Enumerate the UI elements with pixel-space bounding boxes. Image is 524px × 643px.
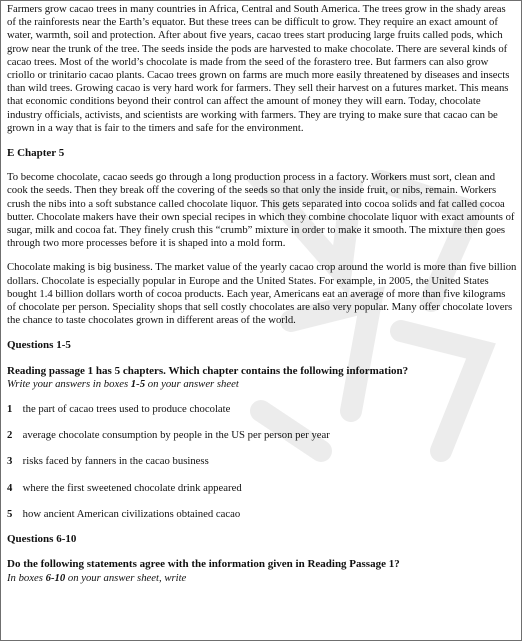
questions-1-5-write-note xyxy=(7,378,517,391)
write-note-prefix: Write your answers in boxes xyxy=(7,377,131,390)
passage-paragraph-farming: Farmers grow cacao trees in many countries in Africa, Central and South America. The trees grow in the shady areas of the rainforests near the Earth’s equator. But these trees can be difficult to grow. They require an exact amount of water, warmth, soil and protection. After about five years, cacao trees start producing large fruits called pods, which grow near the trunk of the tree. The seeds inside the pods are harvested to make chocolate. There are several kinds of cacao trees. Most of the world’s chocolate is made from the seed of the forastero tree. But farmers can also grow criollo or trinitario cacao plants. Cacao trees grown on farms are much more easily threatened by diseases and insects than wild trees. Growing cacao is very hard work for farmers. They sell their harvest on a futures market. This means that economic conditions beyond their control can affect the amount of money they will earn. Today, chocolate industry officials, activists, and scientists are working with farmers. They are trying to make sure that cacao can be grown in a way that is fair to the timers and safe for the environment. xyxy=(7,3,510,134)
question-item-3 xyxy=(7,455,517,468)
questions-1-5-heading: Questions 1-5 xyxy=(7,339,71,352)
question-text: the part of cacao trees used to produce chocolate xyxy=(22,403,231,416)
question-item-4 xyxy=(7,482,517,495)
question-text: average chocolate consumption by people in the US per person per year xyxy=(22,429,330,442)
question-text: where the first sweetened chocolate drink appeared xyxy=(22,481,242,494)
question-number: 5 xyxy=(7,507,13,520)
questions-1-5-instruction: Reading passage 1 has 5 chapters. Which chapter contains the following information? xyxy=(7,364,409,377)
chapter-5-heading: E Chapter 5 xyxy=(7,147,65,160)
passage-paragraph-business: Chocolate making is big business. The market value of the yearly cacao crop around the world is more than five billion dollars. Chocolate is especially popular in Europe and the United States. For example, in 2005, the United States bought 1.4 billion dollars worth of cocoa products. Each year, Americans eat an average of more than five kilograms of chocolate per person. Speciality shops that sell costly chocolates are also very popular. Many offer chocolate lovers the chance to taste chocolates grown in different areas of the world. xyxy=(7,261,517,327)
question-item-1 xyxy=(7,403,517,416)
questions-6-10-heading: Questions 6-10 xyxy=(7,533,77,546)
questions-6-10-write-note xyxy=(7,572,517,585)
write-note-suffix: on your answer sheet xyxy=(145,377,239,390)
question-number: 2 xyxy=(7,429,13,442)
question-number: 1 xyxy=(7,403,13,416)
write-note-range: 6-10 xyxy=(45,571,66,584)
write-note-range: 1-5 xyxy=(130,377,146,390)
question-text: how ancient American civilizations obtained cacao xyxy=(22,507,241,520)
passage-paragraph-production: To become chocolate, cacao seeds go through a long production process in a factory. Workers must sort, clean and cook the seeds. Then they break off the covering of the seeds so that only the inside fruit, or nibs, remain. Workers crush the nibs into a soft substance called chocolate liquor. This gets separated into cocoa solids and fat called cocoa butter. Chocolate makers have their own special recipes in which they combine chocolate liquor with exact amounts of sugar, milk and cocoa fat. They finely crush this “crumb” mixture in order to make it smooth. The mixture then goes through two more processes before it is shaped into a mold form. xyxy=(7,171,515,250)
question-number: 3 xyxy=(7,455,13,468)
document-content xyxy=(7,3,517,585)
write-note-prefix: In boxes xyxy=(7,571,46,584)
question-number: 4 xyxy=(7,481,13,494)
question-item-5 xyxy=(7,508,517,521)
write-note-suffix: on your answer sheet, write xyxy=(65,571,187,584)
question-item-2 xyxy=(7,429,517,442)
questions-6-10-instruction: Do the following statements agree with the information given in Reading Passage 1? xyxy=(7,558,400,571)
question-text: risks faced by fanners in the cacao business xyxy=(22,455,209,468)
